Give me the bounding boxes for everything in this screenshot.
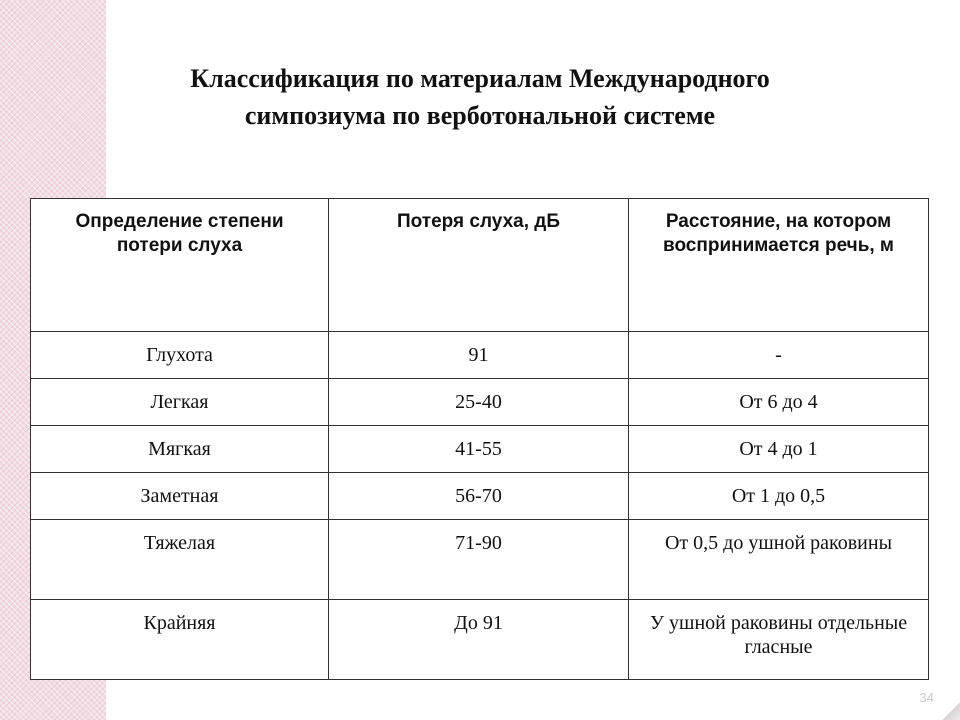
header-speech-distance: Расстояние, на котором воспринимается речь, м [629, 199, 929, 332]
cell-distance: - [629, 332, 929, 379]
table-row [31, 379, 929, 426]
page-curl-decoration [942, 702, 960, 720]
table-row [31, 473, 929, 520]
slide-title-line-1: Классификация по материалам Международного [190, 64, 770, 93]
cell-loss-db: 91 [329, 332, 629, 379]
cell-loss-db: 71-90 [329, 520, 629, 600]
cell-distance: У ушной раковины отдельные гласные [629, 600, 929, 680]
table-row [31, 520, 929, 600]
page-number: 34 [919, 690, 934, 705]
slide-title-line-2: симпозиума по верботональной системе [244, 101, 716, 130]
cell-degree: Легкая [31, 379, 329, 426]
header-hearing-loss-db: Потеря слуха, дБ [329, 199, 629, 332]
cell-degree: Тяжелая [31, 520, 329, 600]
header-degree-definition: Определение степени потери слуха [31, 199, 329, 332]
cell-loss-db: 41-55 [329, 426, 629, 473]
cell-distance: От 0,5 до ушной раковины [629, 520, 929, 600]
cell-degree: Заметная [31, 473, 329, 520]
cell-loss-db: 56-70 [329, 473, 629, 520]
table-row [31, 600, 929, 680]
table-row [31, 426, 929, 473]
cell-distance: От 6 до 4 [629, 379, 929, 426]
cell-loss-db: До 91 [329, 600, 629, 680]
table-row [31, 332, 929, 379]
cell-degree: Мягкая [31, 426, 329, 473]
table-header-row [31, 199, 929, 332]
cell-loss-db: 25-40 [329, 379, 629, 426]
cell-degree: Крайняя [31, 600, 329, 680]
hearing-loss-classification-table [30, 198, 929, 680]
cell-distance: От 4 до 1 [629, 426, 929, 473]
cell-degree: Глухота [31, 332, 329, 379]
cell-distance: От 1 до 0,5 [629, 473, 929, 520]
slide-title [110, 60, 850, 134]
